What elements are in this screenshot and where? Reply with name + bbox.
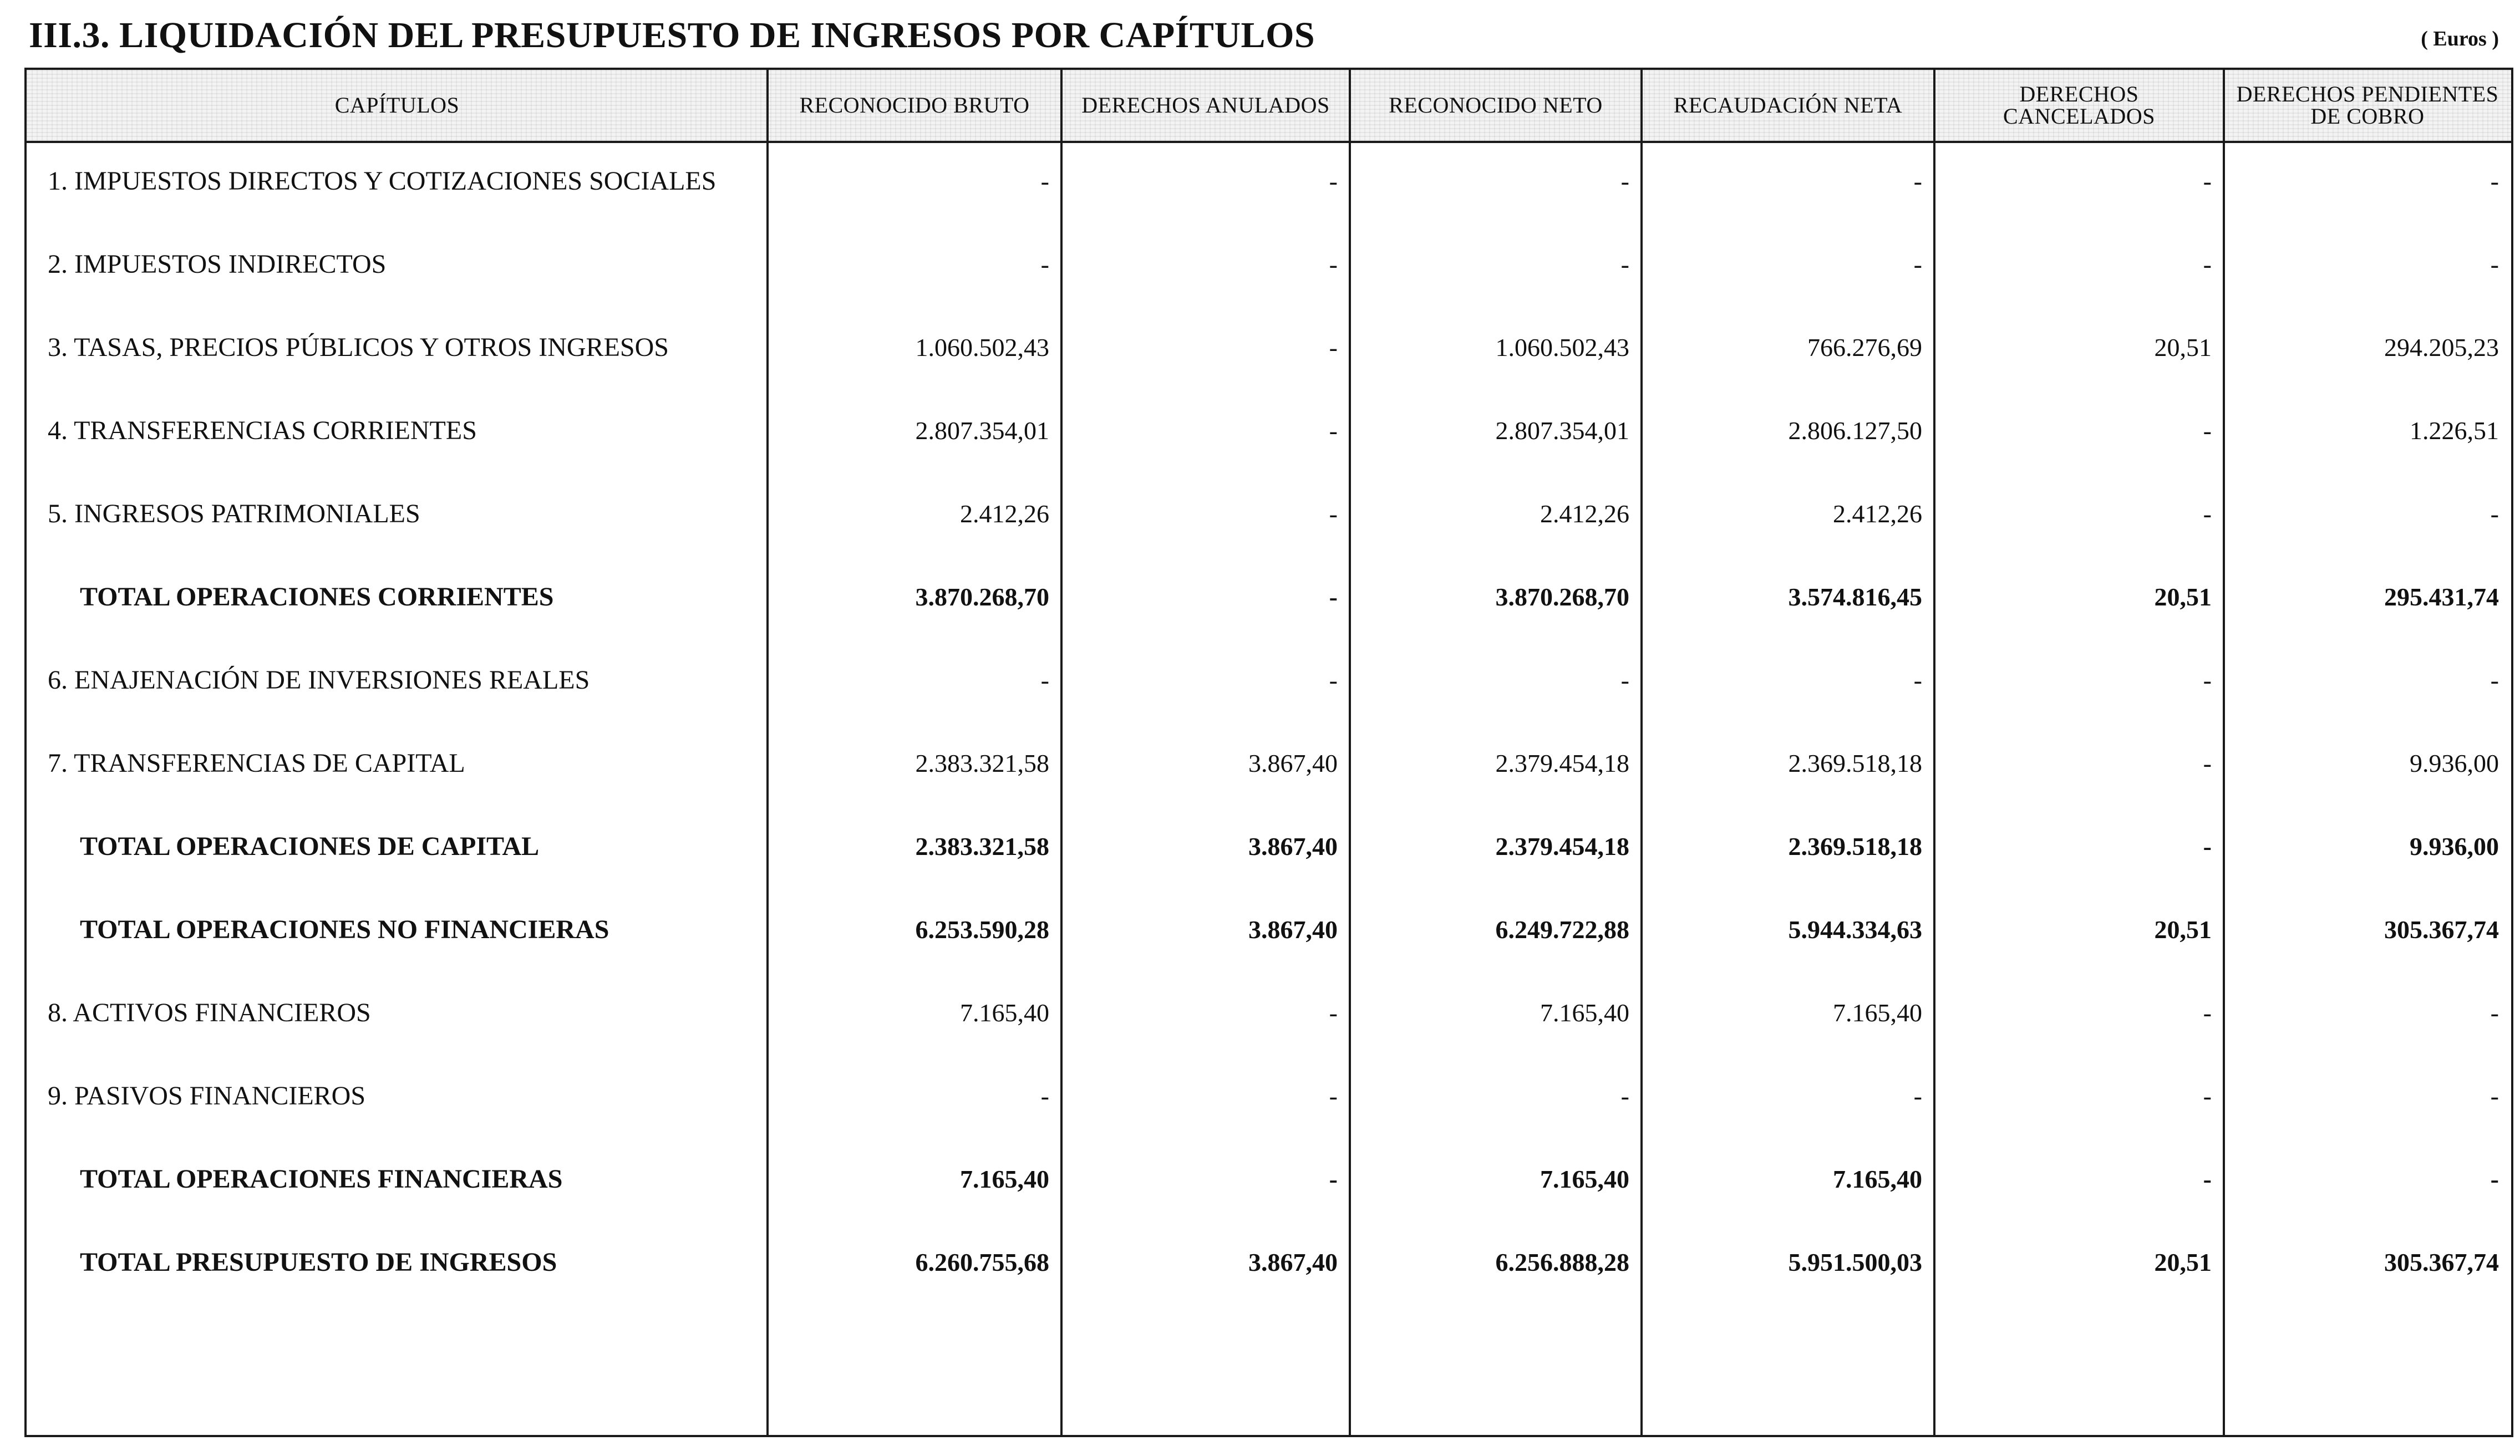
cell-derechos-anulados: - [1329, 1081, 1338, 1110]
header-capitulos [27, 70, 768, 141]
cell-reconocido-neto: 2.807.354,01 [1495, 416, 1629, 445]
cell-recaudacion-neta: 7.165,40 [1833, 998, 1922, 1027]
cell-derechos-cancelados: - [2203, 1081, 2212, 1110]
table-total-row [27, 555, 2511, 638]
cell-derechos-anulados: - [1329, 333, 1338, 362]
table-row [27, 472, 2511, 555]
cell-derechos-pendientes: 294.205,23 [2384, 333, 2499, 362]
cell-derechos-pendientes: 9.936,00 [2410, 832, 2499, 861]
table-total-row [27, 805, 2511, 888]
cell-reconocido-bruto: - [1040, 166, 1049, 195]
cell-derechos-cancelados: 20,51 [2154, 333, 2212, 362]
cell-reconocido-neto: 3.870.268,70 [1495, 582, 1629, 611]
header-recaudacion-neta [1642, 70, 1934, 141]
cell-reconocido-bruto: 2.383.321,58 [915, 832, 1049, 861]
cell-recaudacion-neta: 2.369.518,18 [1788, 832, 1922, 861]
cell-derechos-cancelados: - [2203, 665, 2212, 694]
row-label: 1. IMPUESTOS DIRECTOS Y COTIZACIONES SOCIALES [48, 166, 717, 196]
table-row [27, 389, 2511, 472]
cell-reconocido-bruto: 1.060.502,43 [915, 333, 1049, 362]
cell-derechos-cancelados: - [2203, 499, 2212, 528]
header-derechos-anulados [1061, 70, 1350, 141]
cell-derechos-anulados: - [1329, 499, 1338, 528]
row-label: 9. PASIVOS FINANCIEROS [48, 1081, 366, 1111]
row-label: TOTAL OPERACIONES NO FINANCIERAS [80, 914, 609, 944]
row-label: 3. TASAS, PRECIOS PÚBLICOS Y OTROS INGRESOS [48, 332, 669, 362]
row-label: TOTAL OPERACIONES DE CAPITAL [80, 831, 540, 861]
cell-derechos-cancelados: - [2203, 832, 2212, 861]
cell-recaudacion-neta: 2.369.518,18 [1788, 749, 1922, 777]
row-label: 7. TRANSFERENCIAS DE CAPITAL [48, 748, 465, 778]
cell-reconocido-bruto: - [1040, 665, 1049, 694]
cell-reconocido-bruto: 2.383.321,58 [915, 749, 1049, 777]
header-line: CAPÍTULOS [334, 93, 460, 118]
cell-derechos-anulados: - [1329, 166, 1338, 195]
table-total-row [27, 888, 2511, 971]
cell-derechos-cancelados: - [2203, 749, 2212, 777]
cell-derechos-pendientes: 305.367,74 [2384, 1248, 2499, 1276]
cell-recaudacion-neta: - [1913, 1081, 1922, 1110]
table-row [27, 1054, 2511, 1137]
row-label: 2. IMPUESTOS INDIRECTOS [48, 249, 387, 279]
revenue-budget-table [24, 68, 2513, 1437]
cell-recaudacion-neta: - [1913, 166, 1922, 195]
header-line: DERECHOS PENDIENTES [2236, 82, 2499, 106]
table-row [27, 306, 2511, 389]
cell-derechos-pendientes: - [2490, 998, 2499, 1027]
header-line: RECONOCIDO NETO [1389, 93, 1603, 118]
row-label: 5. INGRESOS PATRIMONIALES [48, 498, 420, 528]
cell-reconocido-neto: - [1620, 166, 1629, 195]
cell-derechos-cancelados: 20,51 [2154, 582, 2212, 611]
cell-reconocido-neto: 6.249.722,88 [1495, 915, 1629, 944]
cell-derechos-cancelados: 20,51 [2154, 1248, 2212, 1276]
cell-recaudacion-neta: 5.951.500,03 [1788, 1248, 1922, 1276]
cell-derechos-pendientes: - [2490, 250, 2499, 278]
cell-derechos-cancelados: 20,51 [2154, 915, 2212, 944]
cell-reconocido-neto: 7.165,40 [1540, 1164, 1629, 1193]
cell-derechos-anulados: - [1329, 998, 1338, 1027]
cell-derechos-pendientes: - [2490, 1164, 2499, 1193]
header-derechos-pendientes [2224, 70, 2511, 141]
cell-derechos-cancelados: - [2203, 1164, 2212, 1193]
cell-reconocido-bruto: 3.870.268,70 [915, 582, 1049, 611]
row-label: 8. ACTIVOS FINANCIEROS [48, 997, 371, 1027]
header-derechos-cancelados [1934, 70, 2224, 141]
cell-reconocido-neto: - [1620, 250, 1629, 278]
cell-reconocido-bruto: - [1040, 1081, 1049, 1110]
table-row [27, 638, 2511, 721]
table-row [27, 139, 2511, 222]
cell-derechos-pendientes: - [2490, 499, 2499, 528]
cell-derechos-cancelados: - [2203, 166, 2212, 195]
cell-derechos-pendientes: - [2490, 1081, 2499, 1110]
row-label: 6. ENAJENACIÓN DE INVERSIONES REALES [48, 665, 590, 695]
cell-reconocido-neto: - [1620, 665, 1629, 694]
cell-derechos-pendientes: 9.936,00 [2410, 749, 2499, 777]
header-reconocido-neto [1350, 70, 1642, 141]
table-row [27, 721, 2511, 805]
cell-derechos-pendientes: - [2490, 665, 2499, 694]
cell-derechos-anulados: - [1329, 250, 1338, 278]
table-header-row [27, 70, 2511, 143]
cell-derechos-anulados: - [1329, 665, 1338, 694]
row-label: TOTAL OPERACIONES FINANCIERAS [80, 1164, 563, 1194]
table-row [27, 222, 2511, 306]
cell-recaudacion-neta: 3.574.816,45 [1788, 582, 1922, 611]
header-line: CANCELADOS [2003, 104, 2155, 129]
cell-derechos-anulados: 3.867,40 [1248, 915, 1338, 944]
cell-derechos-pendientes: - [2490, 166, 2499, 195]
cell-reconocido-neto: 2.412,26 [1540, 499, 1629, 528]
cell-reconocido-bruto: - [1040, 250, 1049, 278]
header-line: RECAUDACIÓN NETA [1673, 93, 1903, 118]
header-line: RECONOCIDO BRUTO [799, 93, 1030, 118]
cell-recaudacion-neta: 5.944.334,63 [1788, 915, 1922, 944]
cell-derechos-cancelados: - [2203, 250, 2212, 278]
table-total-row [27, 1137, 2511, 1220]
cell-recaudacion-neta: 2.806.127,50 [1788, 416, 1922, 445]
cell-reconocido-neto: - [1620, 1081, 1629, 1110]
cell-reconocido-neto: 2.379.454,18 [1495, 749, 1629, 777]
cell-reconocido-bruto: 6.253.590,28 [915, 915, 1049, 944]
cell-derechos-pendientes: 305.367,74 [2384, 915, 2499, 944]
header-reconocido-bruto [768, 70, 1061, 141]
cell-reconocido-neto: 7.165,40 [1540, 998, 1629, 1027]
row-label: 4. TRANSFERENCIAS CORRIENTES [48, 415, 477, 445]
cell-recaudacion-neta: - [1913, 250, 1922, 278]
cell-derechos-cancelados: - [2203, 998, 2212, 1027]
table-total-row [27, 1220, 2511, 1304]
cell-derechos-anulados: 3.867,40 [1248, 1248, 1338, 1276]
cell-recaudacion-neta: 2.412,26 [1833, 499, 1922, 528]
cell-reconocido-bruto: 6.260.755,68 [915, 1248, 1049, 1276]
cell-derechos-anulados: 3.867,40 [1248, 749, 1338, 777]
cell-derechos-anulados: 3.867,40 [1248, 832, 1338, 861]
table-row [27, 971, 2511, 1054]
cell-reconocido-bruto: 7.165,40 [960, 1164, 1049, 1193]
row-label: TOTAL PRESUPUESTO DE INGRESOS [80, 1247, 557, 1277]
cell-reconocido-neto: 2.379.454,18 [1495, 832, 1629, 861]
cell-derechos-anulados: - [1329, 1164, 1338, 1193]
cell-reconocido-bruto: 7.165,40 [960, 998, 1049, 1027]
cell-reconocido-bruto: 2.807.354,01 [915, 416, 1049, 445]
cell-recaudacion-neta: - [1913, 665, 1922, 694]
row-label: TOTAL OPERACIONES CORRIENTES [80, 582, 554, 612]
page-title: III.3. LIQUIDACIÓN DEL PRESUPUESTO DE INGRESOS POR CAPÍTULOS [29, 15, 1315, 55]
cell-reconocido-neto: 6.256.888,28 [1495, 1248, 1629, 1276]
cell-derechos-cancelados: - [2203, 416, 2212, 445]
header-line: DERECHOS ANULADOS [1081, 93, 1330, 118]
cell-derechos-anulados: - [1329, 416, 1338, 445]
cell-derechos-anulados: - [1329, 582, 1338, 611]
cell-recaudacion-neta: 7.165,40 [1833, 1164, 1922, 1193]
cell-reconocido-bruto: 2.412,26 [960, 499, 1049, 528]
header-line: DERECHOS [2019, 82, 2139, 106]
cell-derechos-pendientes: 295.431,74 [2384, 582, 2499, 611]
cell-reconocido-neto: 1.060.502,43 [1495, 333, 1629, 362]
header-line: DE COBRO [2310, 104, 2425, 129]
cell-derechos-pendientes: 1.226,51 [2410, 416, 2499, 445]
currency-unit-label: ( Euros ) [2421, 27, 2499, 50]
cell-recaudacion-neta: 766.276,69 [1807, 333, 1922, 362]
